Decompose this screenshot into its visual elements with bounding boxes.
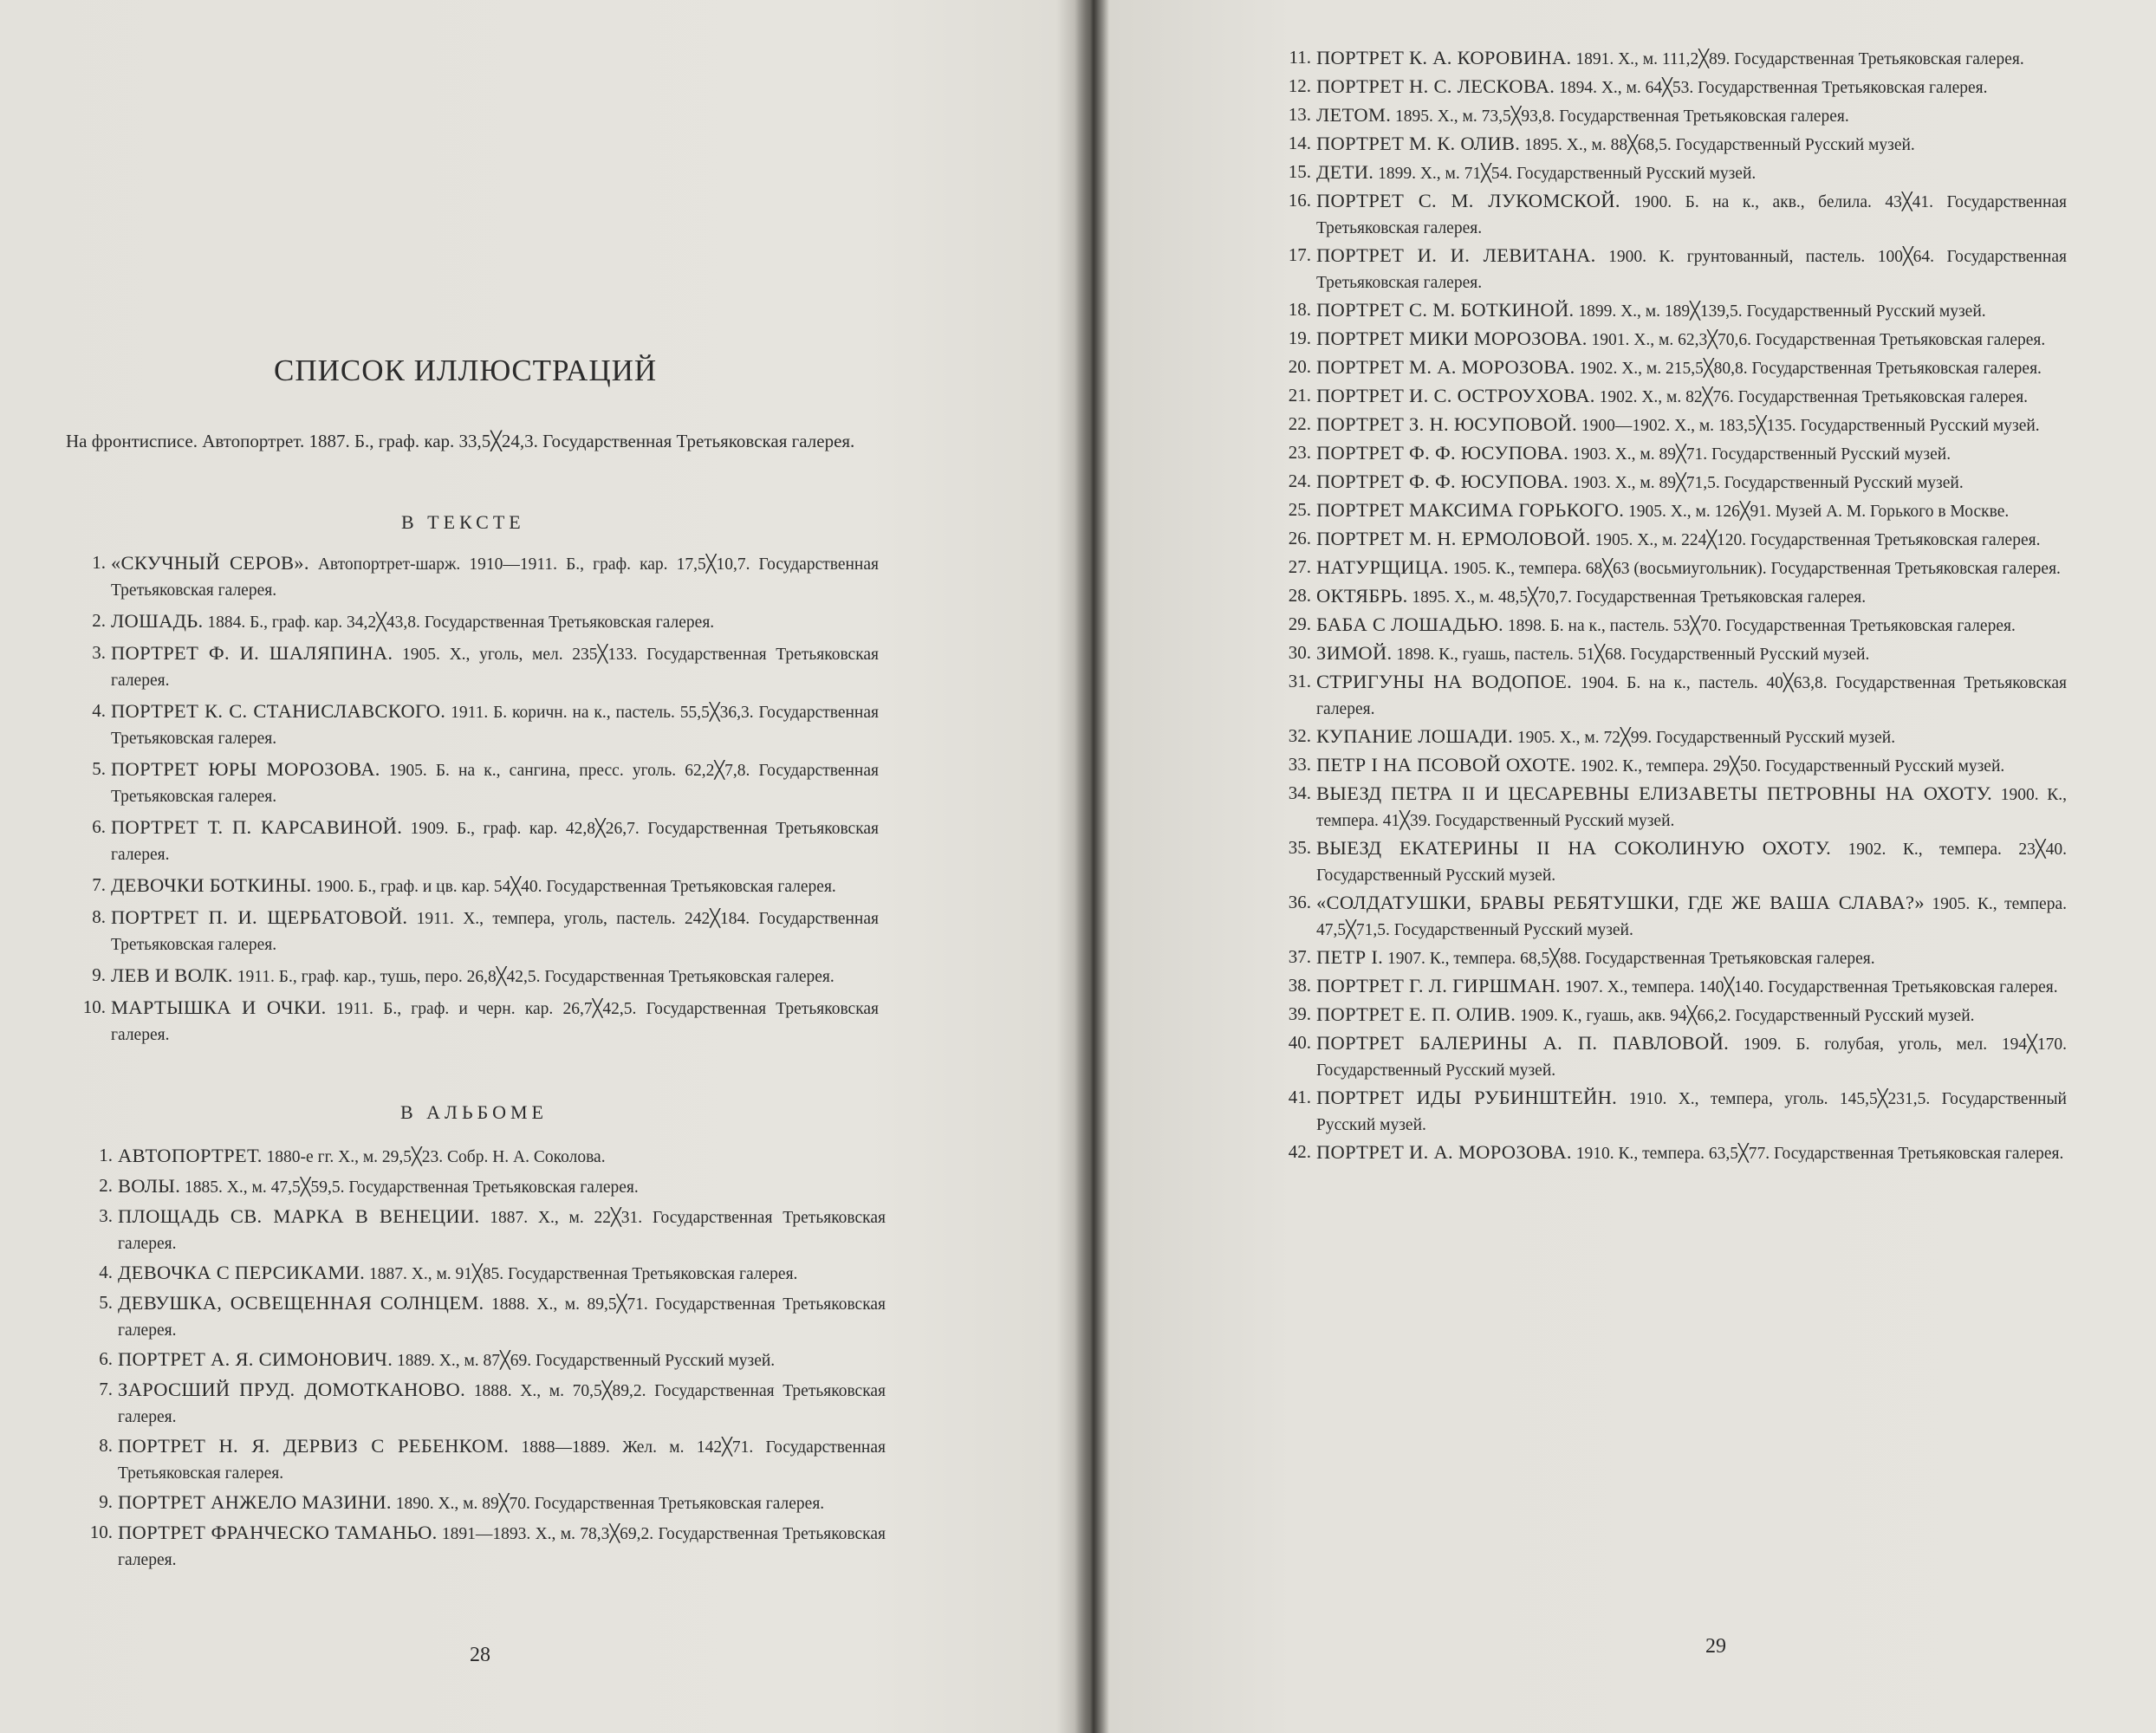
list-item bbox=[1278, 326, 2067, 353]
item-details: 1905. Х., м. 224╳120. Государственная Третьяковская галерея. bbox=[1590, 531, 2041, 549]
item-number: 5. bbox=[99, 1292, 113, 1313]
list-item bbox=[73, 815, 879, 867]
item-number: 8. bbox=[99, 1435, 113, 1456]
item-title: НАТУРЩИЦА. bbox=[1316, 556, 1449, 578]
item-details: 1904. Б. на к., пастель. 40╳63,8. Государственная Третьяковская галерея. bbox=[1316, 674, 2067, 718]
left-page bbox=[61, 0, 884, 1733]
item-details: 1880-е гг. Х., м. 29,5╳23. Собр. Н. А. Соколова. bbox=[262, 1148, 606, 1166]
item-title: ВОЛЫ. bbox=[118, 1175, 181, 1197]
item-details: 1909. Б. голубая, уголь, мел. 194╳170. Государственный Русский музей. bbox=[1316, 1035, 2067, 1080]
item-details: 1887. Х., м. 22╳31. Государственная Третьяковская галерея. bbox=[118, 1209, 886, 1253]
item-title: ПОРТРЕТ К. С. СТАНИСЛАВСКОГО. bbox=[111, 700, 446, 722]
list-item bbox=[1278, 412, 2067, 438]
list-item bbox=[1278, 188, 2067, 241]
item-details: 1901. Х., м. 62,3╳70,6. Государственная Третьяковская галерея. bbox=[1587, 331, 2046, 349]
item-details: 1884. Б., граф. кар. 34,2╳43,8. Государственная Третьяковская галерея. bbox=[203, 613, 715, 632]
list-item bbox=[1278, 612, 2067, 639]
item-number: 39. bbox=[1288, 1003, 1311, 1024]
item-details: 1894. Х., м. 64╳53. Государственная Третьяковская галерея. bbox=[1555, 79, 1988, 97]
item-number: 4. bbox=[92, 700, 106, 721]
item-title: ПОРТРЕТ М. А. МОРОЗОВА. bbox=[1316, 356, 1575, 378]
album-illustrations-list-right bbox=[1278, 45, 2067, 1166]
item-title: МАРТЫШКА И ОЧКИ. bbox=[111, 996, 327, 1018]
list-item bbox=[1278, 752, 2067, 779]
item-title: ПОРТРЕТ М. Н. ЕРМОЛОВОЙ. bbox=[1316, 528, 1591, 549]
list-item bbox=[1278, 1030, 2067, 1083]
item-number: 23. bbox=[1288, 442, 1311, 463]
item-title: ЛЕВ И ВОЛК. bbox=[111, 964, 233, 986]
item-details: 1887. Х., м. 91╳85. Государственная Третьяковская галерея. bbox=[365, 1265, 798, 1283]
list-item bbox=[1278, 669, 2067, 722]
item-details: Автопортрет-шарж. 1910—1911. Б., граф. кар. 17,5╳10,7. Государственная Третьяковская галерея. bbox=[111, 555, 879, 600]
item-title: ПОРТРЕТ Е. П. ОЛИВ. bbox=[1316, 1003, 1516, 1025]
item-details: 1902. К., темпера. 29╳50. Государственный Русский музей. bbox=[1575, 757, 2005, 776]
item-details: 1895. Х., м. 73,5╳93,8. Государственная Третьяковская галерея. bbox=[1391, 107, 1849, 126]
item-number: 3. bbox=[92, 642, 106, 663]
list-item bbox=[1278, 383, 2067, 410]
item-details: 1900. К., темпера. 41╳39. Государственный Русский музей. bbox=[1316, 786, 2067, 830]
item-title: ОКТЯБРЬ. bbox=[1316, 585, 1408, 607]
page-title: СПИСОК ИЛЛЮСТРАЦИЙ bbox=[274, 354, 658, 387]
list-item bbox=[73, 963, 879, 990]
page-number-left: 28 bbox=[470, 1644, 490, 1666]
item-details: 1898. Б. на к., пастель. 53╳70. Государственная Третьяковская галерея. bbox=[1503, 617, 2016, 635]
list-item bbox=[73, 873, 879, 899]
list-item bbox=[73, 905, 879, 957]
item-number: 9. bbox=[92, 964, 106, 985]
item-details: 1888—1889. Жел. м. 142╳71. Государственная Третьяковская галерея. bbox=[118, 1438, 886, 1483]
item-details: 1907. К., темпера. 68,5╳88. Государственная Третьяковская галерея. bbox=[1383, 950, 1875, 968]
list-item bbox=[1278, 497, 2067, 524]
item-details: 1905. Х., уголь, мел. 235╳133. Государственная Третьяковская галерея. bbox=[111, 646, 879, 690]
list-item bbox=[1278, 781, 2067, 834]
item-details: 1902. К., темпера. 23╳40. Государственный Русский музей. bbox=[1316, 841, 2068, 885]
item-details: 1911. Б., граф. кар., тушь, перо. 26,8╳42,5. Государственная Третьяковская галерея. bbox=[232, 968, 834, 986]
item-number: 26. bbox=[1288, 528, 1311, 548]
list-item bbox=[73, 995, 879, 1048]
item-title: ДЕТИ. bbox=[1316, 161, 1374, 183]
item-number: 10. bbox=[82, 996, 106, 1017]
item-title: ПОРТРЕТ Н. С. ЛЕСКОВА. bbox=[1316, 75, 1555, 97]
item-number: 10. bbox=[89, 1522, 113, 1542]
item-title: ВЫЕЗД ЕКАТЕРИНЫ II НА СОКОЛИНУЮ ОХОТУ. bbox=[1316, 837, 1832, 859]
item-title: ПОРТРЕТ П. И. ЩЕРБАТОВОЙ. bbox=[111, 906, 408, 928]
item-number: 36. bbox=[1288, 892, 1311, 912]
item-title: ПОРТРЕТ Ф. И. ШАЛЯПИНА. bbox=[111, 642, 393, 664]
item-number: 15. bbox=[1288, 161, 1311, 182]
list-item bbox=[1278, 354, 2067, 381]
item-number: 11. bbox=[1289, 47, 1311, 68]
item-number: 28. bbox=[1288, 585, 1311, 606]
list-item bbox=[1278, 440, 2067, 467]
item-details: 1903. Х., м. 89╳71,5. Государственный Русский музей. bbox=[1568, 474, 1964, 492]
list-item bbox=[73, 608, 879, 635]
item-number: 7. bbox=[99, 1379, 113, 1399]
item-details: 1895. Х., м. 48,5╳70,7. Государственная Третьяковская галерея. bbox=[1407, 588, 1867, 607]
item-details: 1903. Х., м. 89╳71. Государственный Русский музей. bbox=[1568, 445, 1951, 464]
item-details: 1902. Х., м. 82╳76. Государственная Третьяковская галерея. bbox=[1594, 388, 2029, 406]
item-title: ПОРТРЕТ И. А. МОРОЗОВА. bbox=[1316, 1141, 1572, 1163]
item-title: ПОРТРЕТ А. Я. СИМОНОВИЧ. bbox=[118, 1348, 393, 1370]
item-title: ПОРТРЕТ Ф. Ф. ЮСУПОВА. bbox=[1316, 471, 1569, 492]
list-item bbox=[1278, 159, 2067, 186]
book-gutter bbox=[1075, 0, 1109, 1733]
item-title: ПОРТРЕТ Г. Л. ГИРШМАН. bbox=[1316, 975, 1562, 996]
item-title: ПОРТРЕТ Н. Я. ДЕРВИЗ С РЕБЕНКОМ. bbox=[118, 1435, 510, 1457]
list-item bbox=[1278, 944, 2067, 971]
item-title: «СОЛДАТУШКИ, БРАВЫ РЕБЯТУШКИ, ГДЕ ЖЕ ВАША СЛАВА?» bbox=[1316, 892, 1925, 913]
item-number: 29. bbox=[1288, 613, 1311, 634]
list-item bbox=[80, 1490, 886, 1516]
item-number: 1. bbox=[99, 1145, 113, 1165]
item-title: «СКУЧНЫЙ СЕРОВ». bbox=[111, 552, 309, 574]
item-details: 1910. К., темпера. 63,5╳77. Государственная Третьяковская галерея. bbox=[1571, 1145, 2064, 1163]
item-details: 1900. Б., граф. и цв. кар. 54╳40. Государственная Третьяковская галерея. bbox=[311, 878, 836, 896]
item-number: 7. bbox=[92, 874, 106, 895]
list-item bbox=[1278, 45, 2067, 72]
list-item bbox=[73, 550, 879, 603]
item-title: КУПАНИЕ ЛОШАДИ. bbox=[1316, 725, 1514, 747]
item-title: ДЕВОЧКА С ПЕРСИКАМИ. bbox=[118, 1262, 366, 1283]
item-title: ПОРТРЕТ М. К. ОЛИВ. bbox=[1316, 133, 1521, 154]
item-details: 1909. Б., граф. кар. 42,8╳26,7. Государственная Третьяковская галерея. bbox=[111, 820, 879, 864]
list-item bbox=[1278, 74, 2067, 101]
item-title: ПОРТРЕТ Ф. Ф. ЮСУПОВА. bbox=[1316, 442, 1569, 464]
list-item bbox=[1278, 973, 2067, 1000]
list-item bbox=[1278, 890, 2067, 943]
item-details: 1910. Х., темпера, уголь. 145,5╳231,5. Государственный Русский музей. bbox=[1316, 1090, 2067, 1134]
item-number: 20. bbox=[1288, 356, 1311, 377]
item-number: 16. bbox=[1288, 190, 1311, 211]
item-details: 1911. Б., граф. и черн. кар. 26,7╳42,5. Государственная Третьяковская галерея. bbox=[111, 1000, 880, 1044]
list-item bbox=[80, 1433, 886, 1486]
item-title: ПОРТРЕТ АНЖЕЛО МАЗИНИ. bbox=[118, 1491, 392, 1513]
item-title: ЗИМОЙ. bbox=[1316, 642, 1393, 664]
item-details: 1900—1902. Х., м. 183,5╳135. Государственный Русский музей. bbox=[1576, 417, 2040, 435]
list-item bbox=[73, 756, 879, 809]
list-item bbox=[1278, 583, 2067, 610]
item-number: 18. bbox=[1288, 299, 1311, 320]
item-title: ДЕВУШКА, ОСВЕЩЕННАЯ СОЛНЦЕМ. bbox=[118, 1292, 484, 1314]
section-heading-text: В ТЕКСТЕ bbox=[401, 511, 525, 533]
list-item bbox=[1278, 297, 2067, 324]
item-details: 1888. Х., м. 70,5╳89,2. Государственная Третьяковская галерея. bbox=[118, 1382, 886, 1426]
item-number: 2. bbox=[92, 610, 106, 631]
item-details: 1891. Х., м. 111,2╳89. Государственная Третьяковская галерея. bbox=[1571, 50, 2024, 68]
list-item bbox=[1278, 1085, 2067, 1138]
item-title: ЗАРОСШИЙ ПРУД. ДОМОТКАНОВО. bbox=[118, 1379, 466, 1400]
section-heading-album: В АЛЬБОМЕ bbox=[400, 1101, 548, 1123]
item-number: 27. bbox=[1288, 556, 1311, 577]
item-title: ЛОШАДЬ. bbox=[111, 610, 204, 632]
item-title: ВЫЕЗД ПЕТРА II И ЦЕСАРЕВНЫ ЕЛИЗАВЕТЫ ПЕТРОВНЫ НА ОХОТУ. bbox=[1316, 782, 1993, 804]
item-number: 30. bbox=[1288, 642, 1311, 663]
item-number: 21. bbox=[1288, 385, 1311, 406]
item-title: ДЕВОЧКИ БОТКИНЫ. bbox=[111, 874, 312, 896]
item-number: 33. bbox=[1288, 754, 1311, 775]
item-title: ПОРТРЕТ ЮРЫ МОРОЗОВА. bbox=[111, 758, 380, 780]
page-number-right: 29 bbox=[1705, 1635, 1726, 1658]
item-number: 17. bbox=[1288, 244, 1311, 265]
item-number: 24. bbox=[1288, 471, 1311, 491]
list-item bbox=[1278, 102, 2067, 129]
item-title: ПОРТРЕТ К. А. КОРОВИНА. bbox=[1316, 47, 1572, 68]
item-details: 1909. К., гуашь, акв. 94╳66,2. Государственный Русский музей. bbox=[1516, 1007, 1975, 1025]
list-item bbox=[1278, 131, 2067, 158]
list-item bbox=[80, 1520, 886, 1573]
item-details: 1905. Б. на к., сангина, пресс. уголь. 62,2╳7,8. Государственная Третьяковская галерея. bbox=[111, 762, 879, 806]
item-number: 9. bbox=[99, 1491, 113, 1512]
list-item bbox=[1278, 640, 2067, 667]
item-number: 12. bbox=[1288, 75, 1311, 96]
text-illustrations-list bbox=[73, 550, 879, 1048]
item-number: 13. bbox=[1288, 104, 1311, 125]
item-title: ПЛОЩАДЬ СВ. МАРКА В ВЕНЕЦИИ. bbox=[118, 1205, 480, 1227]
item-number: 4. bbox=[99, 1262, 113, 1282]
item-details: 1905. К., темпера. 47,5╳71,5. Государственный Русский музей. bbox=[1316, 895, 2067, 939]
item-number: 1. bbox=[92, 552, 106, 573]
item-number: 38. bbox=[1288, 975, 1311, 996]
item-number: 41. bbox=[1288, 1087, 1311, 1107]
item-details: 1890. Х., м. 89╳70. Государственная Третьяковская галерея. bbox=[391, 1495, 825, 1513]
item-title: ПОРТРЕТ Т. П. КАРСАВИНОЙ. bbox=[111, 816, 403, 838]
item-title: ПЕТР I. bbox=[1316, 946, 1384, 968]
item-title: ПОРТРЕТ И. И. ЛЕВИТАНА. bbox=[1316, 244, 1596, 266]
list-item bbox=[1278, 469, 2067, 496]
list-item bbox=[1278, 835, 2067, 888]
item-number: 32. bbox=[1288, 725, 1311, 746]
item-details: 1900. Б. на к., акв., белила. 43╳41. Государственная Третьяковская галерея. bbox=[1316, 193, 2068, 237]
item-title: АВТОПОРТРЕТ. bbox=[118, 1145, 263, 1166]
list-item bbox=[1278, 243, 2067, 295]
item-number: 35. bbox=[1288, 837, 1311, 858]
item-number: 40. bbox=[1288, 1032, 1311, 1053]
item-title: ПОРТРЕТ МИКИ МОРОЗОВА. bbox=[1316, 328, 1588, 349]
item-number: 37. bbox=[1288, 946, 1311, 967]
item-details: 1899. Х., м. 71╳54. Государственный Русский музей. bbox=[1373, 165, 1757, 183]
item-details: 1888. Х., м. 89,5╳71. Государственная Третьяковская галерея. bbox=[118, 1295, 886, 1340]
item-number: 31. bbox=[1288, 671, 1311, 691]
list-item bbox=[80, 1204, 886, 1256]
list-item bbox=[73, 640, 879, 693]
item-title: ПОРТРЕТ С. М. ЛУКОМСКОЙ. bbox=[1316, 190, 1620, 211]
right-page bbox=[1278, 0, 2067, 1733]
item-number: 6. bbox=[92, 816, 106, 837]
item-details: 1891—1893. Х., м. 78,3╳69,2. Государственная Третьяковская галерея. bbox=[118, 1525, 886, 1569]
item-number: 3. bbox=[99, 1205, 113, 1226]
item-details: 1889. Х., м. 87╳69. Государственный Русский музей. bbox=[393, 1352, 776, 1370]
item-details: 1895. Х., м. 88╳68,5. Государственный Русский музей. bbox=[1520, 136, 1915, 154]
item-number: 6. bbox=[99, 1348, 113, 1369]
item-details: 1905. Х., м. 72╳99. Государственный Русский музей. bbox=[1513, 729, 1896, 747]
list-item bbox=[80, 1290, 886, 1343]
frontispiece-note: На фронтисписе. Автопортрет. 1887. Б., граф. кар. 33,5╳24,3. Государственная Третьяковская галерея. bbox=[66, 431, 855, 451]
item-title: ПОРТРЕТ З. Н. ЮСУПОВОЙ. bbox=[1316, 413, 1577, 435]
item-title: ПОРТРЕТ И. С. ОСТРОУХОВА. bbox=[1316, 385, 1595, 406]
item-title: ПОРТРЕТ МАКСИМА ГОРЬКОГО. bbox=[1316, 499, 1625, 521]
item-details: 1899. Х., м. 189╳139,5. Государственный Русский музей. bbox=[1574, 302, 1986, 321]
item-title: ПОРТРЕТ ИДЫ РУБИНШТЕЙН. bbox=[1316, 1087, 1618, 1108]
item-title: ПЕТР I НА ПСОВОЙ ОХОТЕ. bbox=[1316, 754, 1576, 776]
item-number: 14. bbox=[1288, 133, 1311, 153]
item-details: 1911. Б. коричн. на к., пастель. 55,5╳36,3. Государственная Третьяковская галерея. bbox=[111, 704, 879, 748]
list-item bbox=[80, 1377, 886, 1430]
item-details: 1911. Х., темпера, уголь, пастель. 242╳184. Государственная Третьяковская галерея. bbox=[111, 910, 879, 954]
item-title: ЛЕТОМ. bbox=[1316, 104, 1392, 126]
item-title: БАБА С ЛОШАДЬЮ. bbox=[1316, 613, 1503, 635]
item-number: 25. bbox=[1288, 499, 1311, 520]
list-item bbox=[80, 1143, 886, 1170]
list-item bbox=[80, 1260, 886, 1287]
item-number: 42. bbox=[1288, 1141, 1311, 1162]
item-details: 1907. Х., темпера. 140╳140. Государственная Третьяковская галерея. bbox=[1561, 978, 2058, 996]
item-number: 22. bbox=[1288, 413, 1311, 434]
item-number: 5. bbox=[92, 758, 106, 779]
item-number: 19. bbox=[1288, 328, 1311, 348]
item-details: 1905. К., темпера. 68╳63 (восьмиугольник). Государственная Третьяковская галерея. bbox=[1448, 560, 2061, 578]
item-title: ПОРТРЕТ БАЛЕРИНЫ А. П. ПАВЛОВОЙ. bbox=[1316, 1032, 1730, 1054]
item-details: 1885. Х., м. 47,5╳59,5. Государственная Третьяковская галерея. bbox=[180, 1178, 639, 1197]
list-item bbox=[73, 698, 879, 751]
list-item bbox=[1278, 1139, 2067, 1166]
list-item bbox=[80, 1173, 886, 1200]
item-title: ПОРТРЕТ С. М. БОТКИНОЙ. bbox=[1316, 299, 1575, 321]
list-item bbox=[1278, 526, 2067, 553]
item-number: 8. bbox=[92, 906, 106, 927]
list-item bbox=[1278, 724, 2067, 750]
item-number: 2. bbox=[99, 1175, 113, 1196]
list-item bbox=[80, 1347, 886, 1373]
list-item bbox=[1278, 555, 2067, 581]
item-title: ПОРТРЕТ ФРАНЧЕСКО ТАМАНЬО. bbox=[118, 1522, 438, 1543]
item-number: 34. bbox=[1288, 782, 1311, 803]
item-details: 1900. К. грунтованный, пастель. 100╳64. Государственная Третьяковская галерея. bbox=[1316, 248, 2067, 292]
item-title: СТРИГУНЫ НА ВОДОПОЕ. bbox=[1316, 671, 1573, 692]
item-details: 1905. Х., м. 126╳91. Музей А. М. Горького в Москве. bbox=[1624, 503, 2010, 521]
item-details: 1902. Х., м. 215,5╳80,8. Государственная Третьяковская галерея. bbox=[1575, 360, 2042, 378]
list-item bbox=[1278, 1002, 2067, 1029]
album-illustrations-list-left bbox=[80, 1143, 886, 1573]
item-details: 1898. К., гуашь, пастель. 51╳68. Государственный Русский музей. bbox=[1392, 646, 1870, 664]
